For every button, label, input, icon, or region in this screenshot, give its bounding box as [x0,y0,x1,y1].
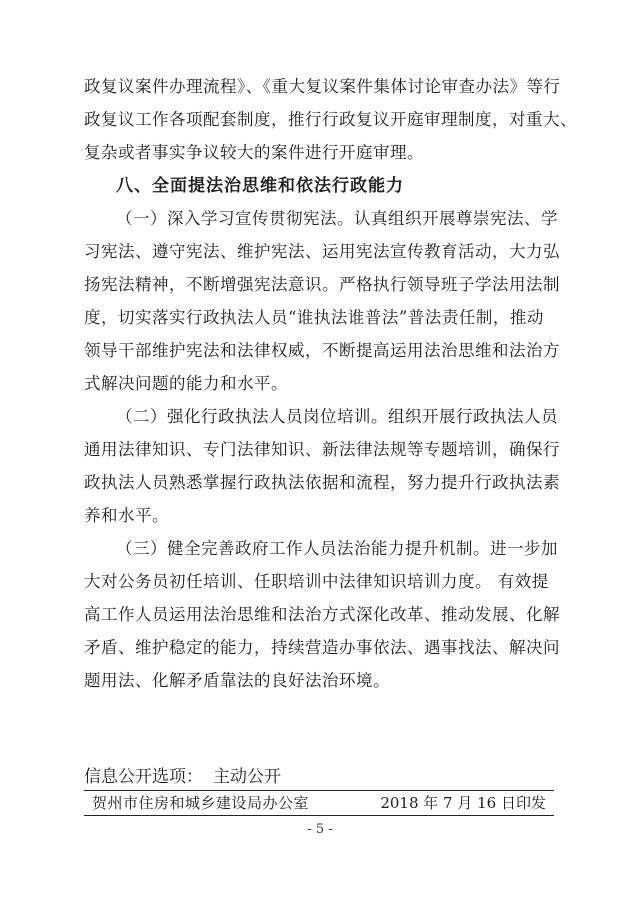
footer-top-rule [84,790,554,791]
body-line: 政复议工作各项配套制度，推行行政复议开庭审理制度，对重大、 [84,110,577,129]
issuer-name: 贺州市住房和城乡建设局办公室 [92,794,310,812]
body-line: 复杂或者事实争议较大的案件进行开庭审理。 [84,143,424,162]
paragraph-line: 式解决问题的能力和水平。 [84,374,288,393]
paragraph-line: （一）深入学习宣传贯彻宪法。认真组织开展尊崇宪法、学 [116,209,558,228]
paragraph-line: 领导干部维护宪法和法律权威，不断提高运用法治思维和法治方 [84,341,560,360]
paragraph-line: （二）强化行政执法人员岗位培训。组织开展行政执法人员 [116,407,558,426]
body-line: 政复议案件办理流程》、《重大复议案件集体讨论审查办法》等行 [84,77,561,96]
issue-date: 2018 年 7 月 16 日印发 [380,794,546,812]
paragraph-line: 养和水平。 [84,506,169,525]
paragraph-line: 大对公务员初任培训、任职培训中法律知识培训力度。 有效提 [84,572,549,591]
disclosure-label: 信息公开选项： [84,767,203,787]
paragraph-line: 习宪法、遵守宪法、维护宪法、运用宪法宣传教育活动，大力弘 [84,242,560,261]
paragraph-line: 高工作人员运用法治思维和法治方式深化改革、推动发展、化解 [84,605,560,624]
disclosure-value: 主动公开 [213,767,281,787]
paragraph-line: 政执法人员熟悉掌握行政执法依据和流程，努力提升行政执法素 [84,473,560,492]
paragraph-line: （三）健全完善政府工作人员法治能力提升机制。进一步加 [116,539,558,558]
footer-bottom-rule [84,815,554,816]
paragraph-line: 通用法律知识、专门法律知识、新法律法规等专题培训，确保行 [84,440,560,459]
paragraph-line: 题用法、化解矛盾靠法的良好法治环境。 [84,671,390,690]
paragraph-line: 矛盾、维护稳定的能力，持续营造办事依法、遇事找法、解决问 [84,638,560,657]
paragraph-line: 度，切实落实行政执法人员“谁执法谁普法”普法责任制，推动 [84,308,544,327]
section-heading: 八、全面提法治思维和依法行政能力 [116,176,404,196]
disclosure-row [84,765,554,789]
issuer-row [84,792,554,814]
page-number: - 5 - [307,822,333,837]
paragraph-line: 扬宪法精神，不断增强宪法意识。严格执行领导班子学法用法制 [84,275,560,294]
